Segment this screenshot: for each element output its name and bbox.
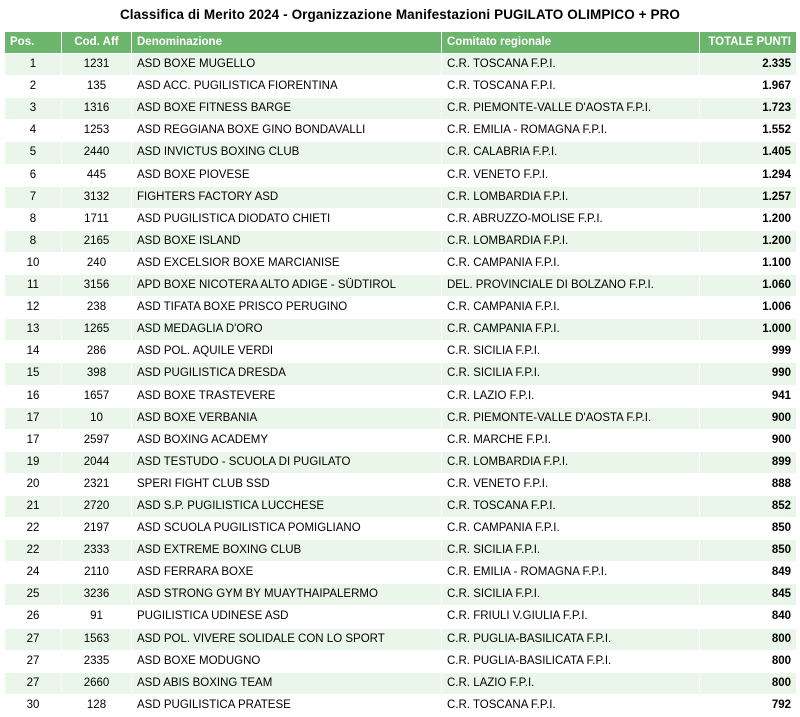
- cell-code: 2333: [62, 540, 132, 562]
- cell-denomination: ASD TESTUDO - SCUOLA DI PUGILATO: [132, 451, 442, 473]
- cell-code: 445: [62, 164, 132, 186]
- table-row: [5, 584, 797, 606]
- cell-code: 1231: [62, 54, 132, 76]
- cell-denomination: ASD PUGILISTICA PRATESE: [132, 694, 442, 716]
- cell-regional-committee: C.R. ABRUZZO-MOLISE F.P.I.: [442, 208, 700, 230]
- cell-total-points: 1.552: [700, 120, 797, 142]
- cell-total-points: 800: [700, 628, 797, 650]
- cell-position: 10: [5, 252, 62, 274]
- cell-regional-committee: C.R. CAMPANIA F.P.I.: [442, 518, 700, 540]
- cell-position: 27: [5, 672, 62, 694]
- cell-position: 22: [5, 540, 62, 562]
- table-row: [5, 76, 797, 98]
- cell-total-points: 1.006: [700, 297, 797, 319]
- column-header-total-points: TOTALE PUNTI: [700, 32, 797, 54]
- table-row: [5, 650, 797, 672]
- cell-total-points: 900: [700, 429, 797, 451]
- cell-position: 14: [5, 341, 62, 363]
- cell-denomination: ASD TIFATA BOXE PRISCO PERUGINO: [132, 297, 442, 319]
- cell-position: 4: [5, 120, 62, 142]
- cell-regional-committee: C.R. PUGLIA-BASILICATA F.P.I.: [442, 628, 700, 650]
- cell-code: 91: [62, 606, 132, 628]
- cell-position: 3: [5, 98, 62, 120]
- table-row: [5, 451, 797, 473]
- cell-total-points: 999: [700, 341, 797, 363]
- cell-regional-committee: C.R. TOSCANA F.P.I.: [442, 76, 700, 98]
- cell-position: 17: [5, 429, 62, 451]
- cell-total-points: 1.405: [700, 142, 797, 164]
- cell-code: 2660: [62, 672, 132, 694]
- cell-code: 2720: [62, 495, 132, 517]
- cell-position: 8: [5, 208, 62, 230]
- cell-denomination: PUGILISTICA UDINESE ASD: [132, 606, 442, 628]
- cell-regional-committee: C.R. LAZIO F.P.I.: [442, 385, 700, 407]
- cell-denomination: ASD REGGIANA BOXE GINO BONDAVALLI: [132, 120, 442, 142]
- cell-denomination: ASD S.P. PUGILISTICA LUCCHESE: [132, 495, 442, 517]
- column-header-denomination: Denominazione: [132, 32, 442, 54]
- cell-denomination: ASD BOXE ISLAND: [132, 230, 442, 252]
- cell-denomination: ASD SCUOLA PUGILISTICA POMIGLIANO: [132, 518, 442, 540]
- cell-code: 2165: [62, 230, 132, 252]
- table-row: [5, 120, 797, 142]
- cell-regional-committee: C.R. EMILIA - ROMAGNA F.P.I.: [442, 562, 700, 584]
- table-row: [5, 341, 797, 363]
- cell-code: 2335: [62, 650, 132, 672]
- cell-total-points: 990: [700, 363, 797, 385]
- cell-code: 2321: [62, 473, 132, 495]
- cell-position: 6: [5, 164, 62, 186]
- cell-code: 2440: [62, 142, 132, 164]
- cell-position: 27: [5, 650, 62, 672]
- cell-denomination: ASD BOXE VERBANIA: [132, 407, 442, 429]
- cell-regional-committee: C.R. FRIULI V.GIULIA F.P.I.: [442, 606, 700, 628]
- cell-denomination: ASD BOXE PIOVESE: [132, 164, 442, 186]
- cell-denomination: ASD POL. AQUILE VERDI: [132, 341, 442, 363]
- cell-code: 128: [62, 694, 132, 716]
- cell-regional-committee: C.R. SICILIA F.P.I.: [442, 584, 700, 606]
- cell-total-points: 849: [700, 562, 797, 584]
- cell-total-points: 845: [700, 584, 797, 606]
- cell-position: 21: [5, 495, 62, 517]
- ranking-table: [4, 31, 797, 717]
- cell-total-points: 888: [700, 473, 797, 495]
- cell-regional-committee: C.R. TOSCANA F.P.I.: [442, 694, 700, 716]
- cell-code: 1563: [62, 628, 132, 650]
- cell-total-points: 1.000: [700, 319, 797, 341]
- table-row: [5, 385, 797, 407]
- table-row: [5, 164, 797, 186]
- cell-position: 11: [5, 275, 62, 297]
- cell-denomination: ASD FERRARA BOXE: [132, 562, 442, 584]
- cell-code: 1253: [62, 120, 132, 142]
- cell-total-points: 1.200: [700, 230, 797, 252]
- cell-total-points: 800: [700, 650, 797, 672]
- cell-total-points: 1.294: [700, 164, 797, 186]
- cell-position: 8: [5, 230, 62, 252]
- cell-denomination: ASD ACC. PUGILISTICA FIORENTINA: [132, 76, 442, 98]
- cell-position: 7: [5, 186, 62, 208]
- cell-code: 3132: [62, 186, 132, 208]
- table-row: [5, 319, 797, 341]
- cell-position: 12: [5, 297, 62, 319]
- cell-position: 17: [5, 407, 62, 429]
- cell-denomination: ASD BOXE MUGELLO: [132, 54, 442, 76]
- cell-denomination: ASD MEDAGLIA D'ORO: [132, 319, 442, 341]
- cell-position: 20: [5, 473, 62, 495]
- table-row: [5, 297, 797, 319]
- cell-code: 10: [62, 407, 132, 429]
- cell-regional-committee: C.R. LOMBARDIA F.P.I.: [442, 451, 700, 473]
- cell-total-points: 850: [700, 540, 797, 562]
- cell-position: 1: [5, 54, 62, 76]
- cell-denomination: FIGHTERS FACTORY ASD: [132, 186, 442, 208]
- cell-total-points: 1.723: [700, 98, 797, 120]
- table-row: [5, 540, 797, 562]
- cell-denomination: ASD BOXE MODUGNO: [132, 650, 442, 672]
- cell-code: 3156: [62, 275, 132, 297]
- cell-code: 1711: [62, 208, 132, 230]
- cell-regional-committee: C.R. MARCHE F.P.I.: [442, 429, 700, 451]
- cell-total-points: 1.100: [700, 252, 797, 274]
- cell-position: 5: [5, 142, 62, 164]
- cell-total-points: 1.200: [700, 208, 797, 230]
- table-row: [5, 142, 797, 164]
- cell-regional-committee: C.R. SICILIA F.P.I.: [442, 540, 700, 562]
- table-header-row: [5, 32, 797, 54]
- cell-total-points: 899: [700, 451, 797, 473]
- cell-code: 1657: [62, 385, 132, 407]
- cell-position: 15: [5, 363, 62, 385]
- table-row: [5, 606, 797, 628]
- cell-regional-committee: C.R. CAMPANIA F.P.I.: [442, 297, 700, 319]
- cell-regional-committee: C.R. LOMBARDIA F.P.I.: [442, 186, 700, 208]
- cell-total-points: 2.335: [700, 54, 797, 76]
- table-row: [5, 252, 797, 274]
- cell-position: 13: [5, 319, 62, 341]
- cell-denomination: ASD STRONG GYM BY MUAYTHAIPALERMO: [132, 584, 442, 606]
- cell-code: 1265: [62, 319, 132, 341]
- cell-regional-committee: C.R. TOSCANA F.P.I.: [442, 495, 700, 517]
- cell-regional-committee: C.R. VENETO F.P.I.: [442, 164, 700, 186]
- cell-total-points: 941: [700, 385, 797, 407]
- cell-denomination: ASD BOXING ACADEMY: [132, 429, 442, 451]
- cell-regional-committee: C.R. CALABRIA F.P.I.: [442, 142, 700, 164]
- cell-code: 2197: [62, 518, 132, 540]
- table-row: [5, 275, 797, 297]
- cell-denomination: ASD PUGILISTICA DRESDA: [132, 363, 442, 385]
- table-row: [5, 208, 797, 230]
- table-row: [5, 562, 797, 584]
- cell-position: 30: [5, 694, 62, 716]
- table-row: [5, 518, 797, 540]
- cell-code: 135: [62, 76, 132, 98]
- cell-total-points: 792: [700, 694, 797, 716]
- cell-denomination: ASD INVICTUS BOXING CLUB: [132, 142, 442, 164]
- cell-position: 22: [5, 518, 62, 540]
- cell-total-points: 1.257: [700, 186, 797, 208]
- column-header-position: Pos.: [5, 32, 62, 54]
- table-row: [5, 54, 797, 76]
- cell-regional-committee: C.R. CAMPANIA F.P.I.: [442, 319, 700, 341]
- cell-regional-committee: C.R. PUGLIA-BASILICATA F.P.I.: [442, 650, 700, 672]
- cell-total-points: 850: [700, 518, 797, 540]
- cell-total-points: 1.967: [700, 76, 797, 98]
- cell-denomination: ASD EXTREME BOXING CLUB: [132, 540, 442, 562]
- cell-total-points: 1.060: [700, 275, 797, 297]
- cell-regional-committee: C.R. VENETO F.P.I.: [442, 473, 700, 495]
- cell-regional-committee: C.R. EMILIA - ROMAGNA F.P.I.: [442, 120, 700, 142]
- table-row: [5, 186, 797, 208]
- cell-code: 3236: [62, 584, 132, 606]
- table-row: [5, 473, 797, 495]
- table-row: [5, 628, 797, 650]
- cell-total-points: 852: [700, 495, 797, 517]
- cell-denomination: ASD BOXE TRASTEVERE: [132, 385, 442, 407]
- page-title: Classifica di Merito 2024 - Organizzazione Manifestazioni PUGILATO OLIMPICO + PRO: [119, 7, 681, 22]
- cell-total-points: 840: [700, 606, 797, 628]
- cell-denomination: ASD EXCELSIOR BOXE MARCIANISE: [132, 252, 442, 274]
- cell-code: 2044: [62, 451, 132, 473]
- column-header-code: Cod. Aff: [62, 32, 132, 54]
- table-row: [5, 694, 797, 716]
- cell-denomination: ASD BOXE FITNESS BARGE: [132, 98, 442, 120]
- table-row: [5, 98, 797, 120]
- cell-position: 24: [5, 562, 62, 584]
- cell-code: 286: [62, 341, 132, 363]
- table-header: [5, 32, 797, 54]
- cell-position: 19: [5, 451, 62, 473]
- cell-denomination: ASD POL. VIVERE SOLIDALE CON LO SPORT: [132, 628, 442, 650]
- cell-position: 27: [5, 628, 62, 650]
- cell-regional-committee: C.R. PIEMONTE-VALLE D'AOSTA F.P.I.: [442, 98, 700, 120]
- cell-regional-committee: C.R. SICILIA F.P.I.: [442, 341, 700, 363]
- table-row: [5, 230, 797, 252]
- table-row: [5, 407, 797, 429]
- table-row: [5, 672, 797, 694]
- cell-position: 26: [5, 606, 62, 628]
- cell-regional-committee: C.R. SICILIA F.P.I.: [442, 363, 700, 385]
- cell-total-points: 800: [700, 672, 797, 694]
- table-row: [5, 429, 797, 451]
- cell-position: 16: [5, 385, 62, 407]
- cell-regional-committee: C.R. TOSCANA F.P.I.: [442, 54, 700, 76]
- cell-regional-committee: C.R. LOMBARDIA F.P.I.: [442, 230, 700, 252]
- cell-denomination: APD BOXE NICOTERA ALTO ADIGE - SÜDTIROL: [132, 275, 442, 297]
- cell-code: 240: [62, 252, 132, 274]
- cell-code: 238: [62, 297, 132, 319]
- cell-code: 2110: [62, 562, 132, 584]
- table-row: [5, 363, 797, 385]
- cell-code: 1316: [62, 98, 132, 120]
- cell-code: 2597: [62, 429, 132, 451]
- cell-regional-committee: C.R. LAZIO F.P.I.: [442, 672, 700, 694]
- cell-denomination: ASD ABIS BOXING TEAM: [132, 672, 442, 694]
- column-header-regional-committee: Comitato regionale: [442, 32, 700, 54]
- cell-position: 2: [5, 76, 62, 98]
- cell-position: 25: [5, 584, 62, 606]
- cell-denomination: ASD PUGILISTICA DIODATO CHIETI: [132, 208, 442, 230]
- cell-regional-committee: C.R. PIEMONTE-VALLE D'AOSTA F.P.I.: [442, 407, 700, 429]
- cell-regional-committee: C.R. CAMPANIA F.P.I.: [442, 252, 700, 274]
- cell-regional-committee: DEL. PROVINCIALE DI BOLZANO F.P.I.: [442, 275, 700, 297]
- cell-denomination: SPERI FIGHT CLUB SSD: [132, 473, 442, 495]
- cell-code: 398: [62, 363, 132, 385]
- table-row: [5, 495, 797, 517]
- cell-total-points: 900: [700, 407, 797, 429]
- table-body: [5, 54, 797, 717]
